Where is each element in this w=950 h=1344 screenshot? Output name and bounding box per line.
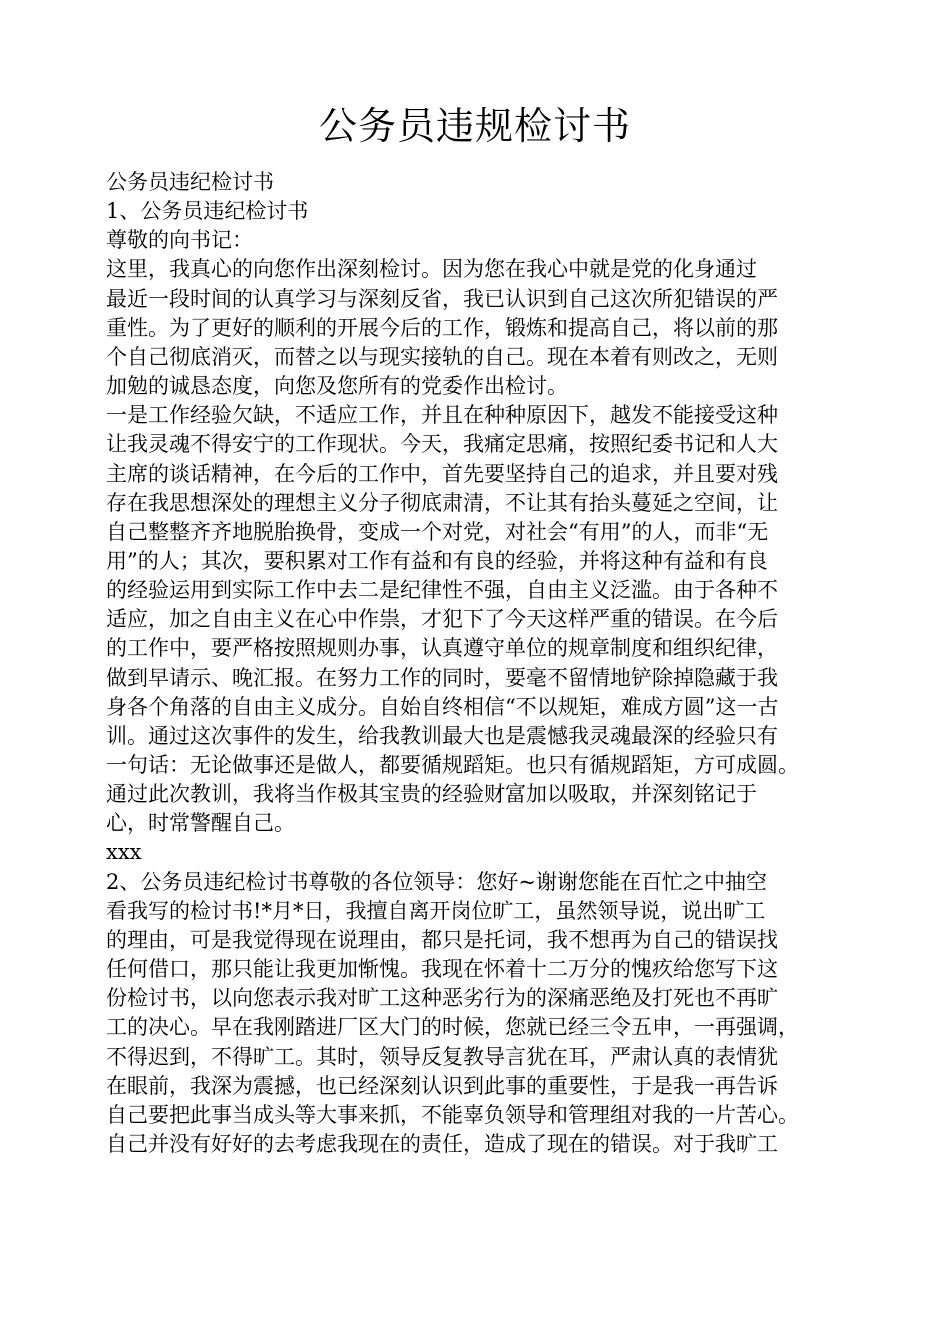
document-line: 通过此次教训，我将当作极其宝贵的经验财富加以吸取，并深刻铭记于 <box>106 782 757 807</box>
document-line: 公务员违纪检讨书 <box>106 170 274 194</box>
document-line: 用”的人；其次，要积累对工作有益和有良的经验，并将这种有益和有良 <box>106 549 768 573</box>
document-title: 公务员违规检讨书 <box>318 104 631 148</box>
document-line: 工的决心。早在我刚踏进厂区大门的时候，您就已经三令五申，一再强调， <box>106 1015 799 1040</box>
document-line: 任何借口，那只能让我更加惭愧。我现在怀着十二万分的愧疚给您写下这 <box>106 957 778 981</box>
document-line: 加勉的诚恳态度，向您及您所有的党委作出检讨。 <box>106 374 568 398</box>
document-line: 一是工作经验欠缺，不适应工作，并且在种种原因下，越发不能接受这种 <box>106 403 778 428</box>
document-line: 做到早请示、晚汇报。在努力工作的同时，要毫不留情地铲除掉隐藏于我 <box>106 665 778 690</box>
document-line: 自己并没有好好的去考虑我现在的责任，造成了现在的错误。对于我旷工 <box>106 1131 778 1156</box>
document-line: 一句话：无论做事还是做人，都要循规蹈矩。也只有循规蹈矩，方可成圆。 <box>106 753 799 777</box>
document-line: 这里，我真心的向您作出深刻检讨。因为您在我心中就是党的化身通过 <box>106 257 757 282</box>
document-line: 2、公务员违纪检讨书尊敬的各位领导：您好~谢谢您能在百忙之中抽空 <box>106 869 767 894</box>
document-line: 的工作中，要严格按照规则办事，认真遵守单位的规章制度和组织纪律， <box>106 636 778 661</box>
document-line: 1、公务员违纪检讨书 <box>106 199 309 224</box>
document-line: 主席的谈话精神，在今后的工作中，首先要坚持自己的追求，并且要对残 <box>106 461 778 486</box>
document-line: 身各个角落的自由主义成分。自始自终相信“不以规矩，难成方圆”这一古 <box>106 694 779 719</box>
document-line: 看我写的检讨书!*月*日，我擅自离开岗位旷工，虽然领导说，说出旷工 <box>106 898 766 923</box>
document-line: 个自己彻底消灭，而替之以与现实接轨的自己。现在本着有则改之，无则 <box>106 344 778 369</box>
document-line: 份检讨书，以向您表示我对旷工这种恶劣行为的深痛恶绝及打死也不再旷 <box>106 986 778 1011</box>
document-line: 存在我思想深处的理想主义分子彻底肃清，不让其有抬头蔓延之空间，让 <box>106 490 778 515</box>
document-line: 适应，加之自由主义在心中作祟，才犯下了今天这样严重的错误。在今后 <box>106 607 778 632</box>
document-line: 不得迟到，不得旷工。其时，领导反复教导言犹在耳，严肃认真的表情犹 <box>106 1044 778 1069</box>
document-line: 的经验运用到实际工作中去二是纪律性不强，自由主义泛滥。由于各种不 <box>106 578 778 603</box>
document-line: 的理由，可是我觉得现在说理由，都只是托词，我不想再为自己的错误找 <box>106 927 778 952</box>
document-line: 训。通过这次事件的发生，给我教训最大也是震憾我灵魂最深的经验只有 <box>106 723 778 748</box>
document-line: 在眼前，我深为震撼，也已经深刻认识到此事的重要性，于是我一再告诉 <box>106 1073 778 1098</box>
document-line: 心，时常警醒自己。 <box>106 811 295 836</box>
document-line: xxx <box>106 840 142 865</box>
document-line: 自己要把此事当成头等大事来抓，不能辜负领导和管理组对我的一片苦心。 <box>106 1102 799 1127</box>
document-line: 重性。为了更好的顺利的开展今后的工作，锻炼和提高自己，将以前的那 <box>106 315 778 340</box>
document-line: 自己整整齐齐地脱胎换骨，变成一个对党，对社会“有用”的人，而非“无 <box>106 519 769 544</box>
document-line: 尊敬的向书记： <box>106 228 253 253</box>
document-line: 最近一段时间的认真学习与深刻反省，我已认识到自己这次所犯错误的严 <box>106 286 778 311</box>
document-line: 让我灵魂不得安宁的工作现状。今天，我痛定思痛，按照纪委书记和人大 <box>106 432 778 457</box>
